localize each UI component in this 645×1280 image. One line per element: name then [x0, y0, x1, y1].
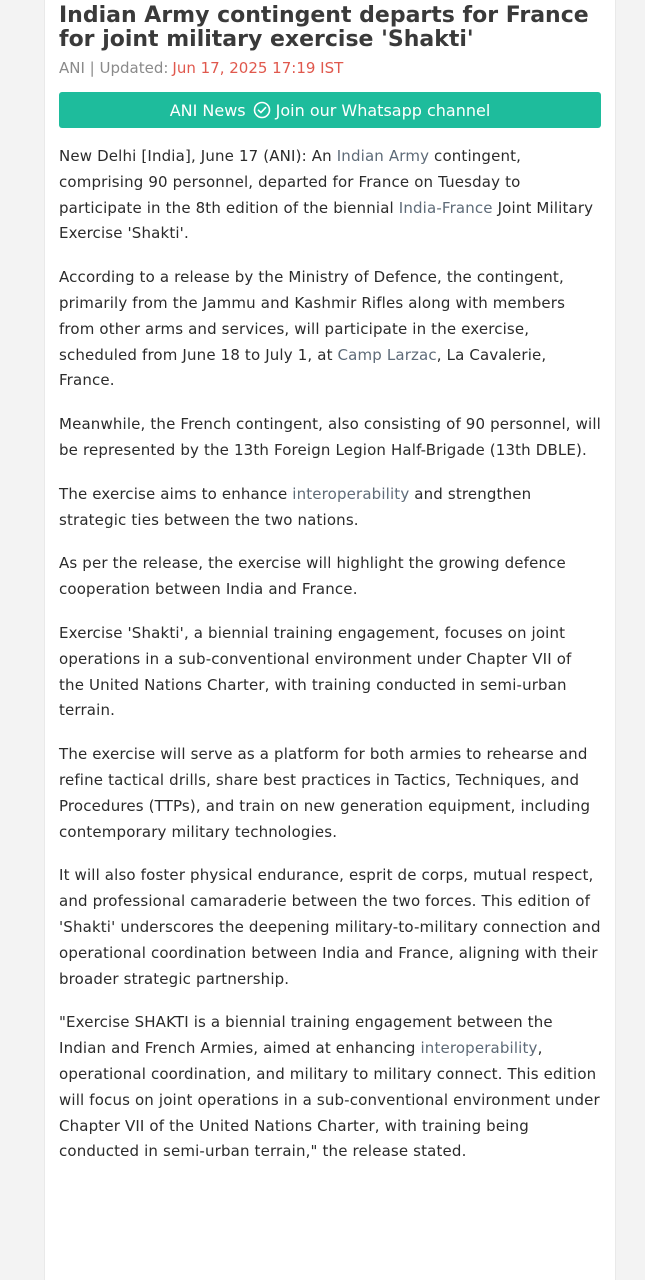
paragraph-9 — [59, 1010, 601, 1165]
article-body — [59, 144, 601, 1165]
article-meta — [59, 58, 601, 78]
paragraph-5: As per the release, the exercise will highlight the growing defence cooperation between India and France. — [59, 554, 566, 599]
check-circle-icon — [253, 101, 271, 119]
text: New Delhi [India], June 17 (ANI): An — [59, 147, 337, 165]
text: The exercise aims to enhance — [59, 484, 293, 503]
link-indian-army[interactable]: Indian Army — [336, 147, 430, 165]
article-title: Indian Army contingent departs for France for joint military exercise 'Shakti' — [59, 3, 589, 52]
link-india-france[interactable]: India-France — [398, 198, 493, 217]
paragraph-6: Exercise 'Shakti', a biennial training engagement, focuses on joint operations in a sub-conventional environment under Chapter VII of the United Nations Charter, with training conducted in semi-urban terrain. — [59, 623, 572, 720]
paragraph-2 — [59, 265, 601, 394]
paragraph-3: Meanwhile, the French contingent, also consisting of 90 personnel, will be represented by the 13th Foreign Legion Half-Brigade (13th DBLE). — [59, 415, 601, 459]
link-camp-larzac[interactable]: Camp Larzac — [337, 345, 437, 364]
paragraph-1 — [59, 144, 601, 247]
updated-date: Jun 17, 2025 17:19 IST — [172, 59, 344, 77]
link-interoperability-2[interactable]: interoperability — [420, 1039, 538, 1058]
text: and strengthen strategic ties between the two nations. — [59, 484, 532, 529]
text: "Exercise SHAKTI is a biennial training engagement between the Indian and French Armies, aimed at enhancing — [59, 1013, 553, 1058]
text: , La Cavalerie, France. — [59, 345, 547, 390]
text: Joint Military Exercise 'Shakti'. — [59, 198, 594, 243]
text: , operational coordination, and military to military connect. This edition will focus on joint operations in a sub-conventional environment under Chapter VII of the United Nations Charter, with training being conducted in semi-urban terrain," the release stated. — [59, 1039, 600, 1161]
brand-label: ANI News — [169, 100, 246, 120]
text: contingent, comprising 90 personnel, departed for France on Tuesday to participate in the 8th edition of the biennial — [59, 147, 522, 217]
paragraph-4 — [59, 482, 601, 534]
source-label: ANI | Updated: — [59, 59, 169, 77]
article-card — [44, 0, 616, 1280]
whatsapp-channel-button[interactable] — [59, 92, 601, 128]
paragraph-8: It will also foster physical endurance, esprit de corps, mutual respect, and professional camaraderie between the two forces. This edition of 'Shakti' underscores the deepening military-to-military connection and operational coordination between India and France, aligning with their broader strategic partnership. — [59, 866, 601, 988]
paragraph-7: The exercise will serve as a platform for both armies to rehearse and refine tactical drills, share best practices in Tactics, Techniques, and Procedures (TTPs), and train on new generation equipment, including contemporary military technologies. — [59, 745, 591, 841]
text: According to a release by the Ministry of Defence, the contingent, primarily from the Jammu and Kashmir Rifles along with members from other arms and services, will participate in the exercise, scheduled from June 18 to July 1, at — [59, 268, 566, 364]
whatsapp-button-label: Join our Whatsapp channel — [275, 100, 491, 120]
link-interoperability[interactable]: interoperability — [292, 484, 410, 503]
